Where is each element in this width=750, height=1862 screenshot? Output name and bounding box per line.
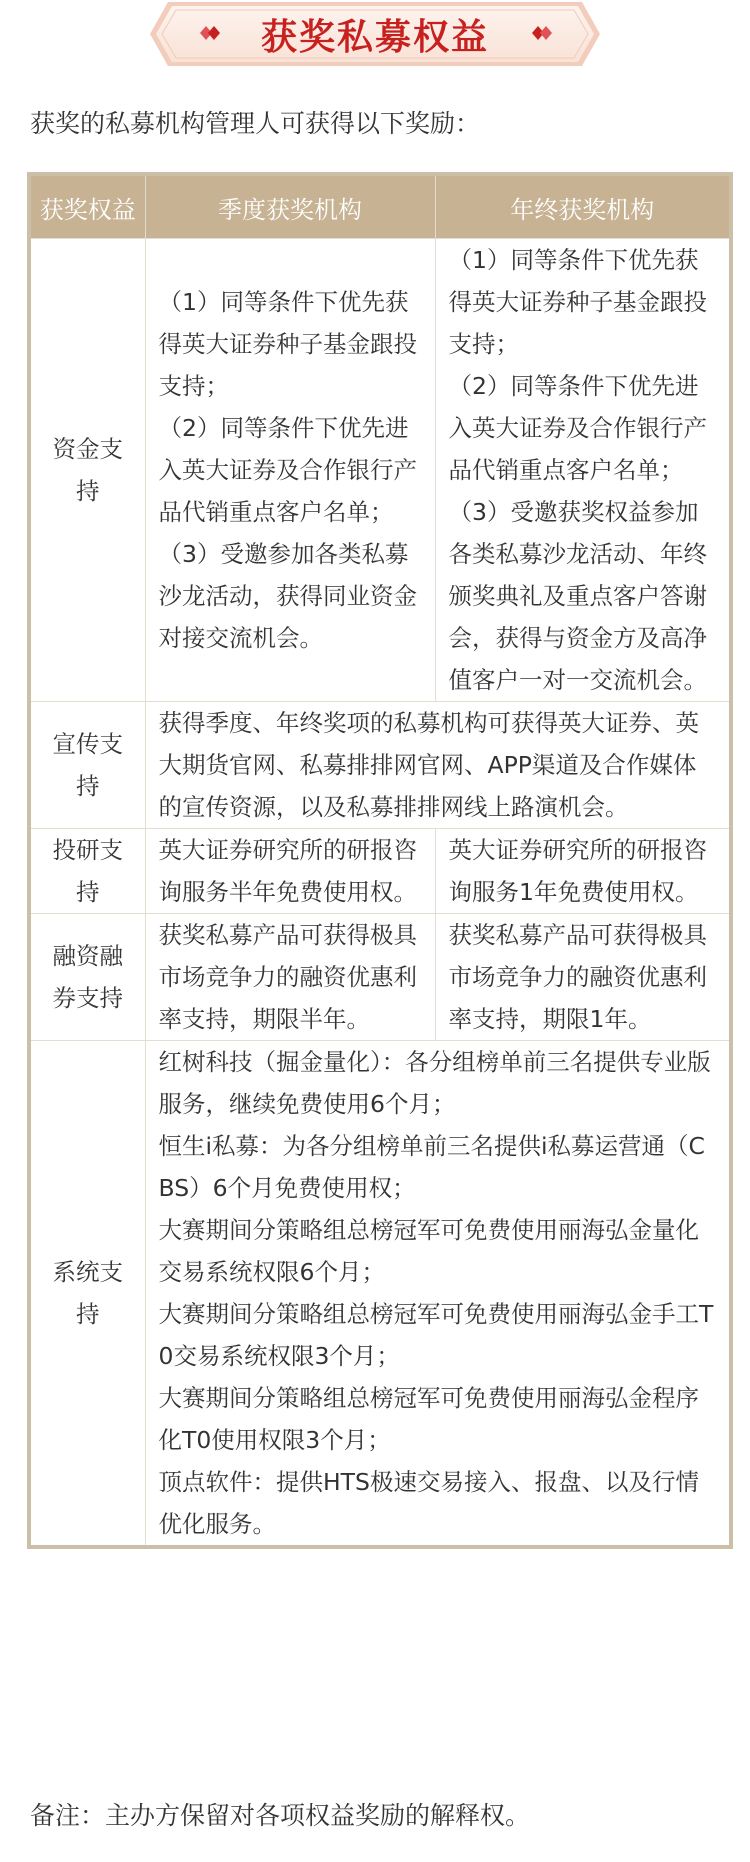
table-header-row xyxy=(29,174,731,239)
list-item: （3）受邀参加各类私募沙龙活动，获得同业资金对接交流机会。 xyxy=(158,540,417,652)
quarterly-cell: 英大证券研究所的研报咨询服务半年免费使用权。 xyxy=(145,829,435,914)
row-system xyxy=(29,1041,731,1548)
merged-cell: 获得季度、年终奖项的私募机构可获得英大证券、英大期货官网、私募排排网官网、APP渠道及合作媒体的宣传资源，以及私募排排网线上路演机会。 xyxy=(145,702,731,829)
list-item: 红树科技（掘金量化）：各分组榜单前三名提供专业版服务，继续免费使用6个月； xyxy=(158,1048,711,1118)
annual-cell: 英大证券研究所的研报咨询服务1年免费使用权。 xyxy=(435,829,731,914)
merged-cell xyxy=(145,1041,731,1548)
row-promotion xyxy=(29,702,731,829)
header-benefit: 获奖权益 xyxy=(29,174,145,239)
row-research xyxy=(29,829,731,914)
annual-cell xyxy=(435,239,731,702)
list-item: 大赛期间分策略组总榜冠军可免费使用丽海弘金程序化T0使用权限3个月； xyxy=(158,1384,699,1454)
quarterly-cell xyxy=(145,239,435,702)
list-item: 顶点软件：提供HTS极速交易接入、报盘、以及行情优化服务。 xyxy=(158,1468,699,1538)
list-item: 恒生i私募：为各分组榜单前三名提供i私募运营通（CBS）6个月免费使用权； xyxy=(158,1132,705,1202)
intro-text: 获奖的私募机构管理人可获得以下奖励： xyxy=(30,109,481,138)
category-cell: 投研支持 xyxy=(29,829,145,914)
annual-cell: 获奖私募产品可获得极具市场竞争力的融资优惠利率支持，期限1年。 xyxy=(435,914,731,1041)
header-quarterly: 季度获奖机构 xyxy=(145,174,435,239)
row-funding xyxy=(29,239,731,702)
diamond-ornament-right-icon xyxy=(526,22,560,44)
category-cell: 融资融券支持 xyxy=(29,914,145,1041)
category-cell: 宣传支持 xyxy=(29,702,145,829)
list-item: （2）同等条件下优先进入英大证券及合作银行产品代销重点客户名单； xyxy=(158,414,417,526)
title-banner xyxy=(0,0,750,70)
list-item: （3）受邀获奖权益参加各类私募沙龙活动、年终颁奖典礼及重点客户答谢会，获得与资金方及高净值客户一对一交流机会。 xyxy=(448,498,707,694)
list-item: （2）同等条件下优先进入英大证券及合作银行产品代销重点客户名单； xyxy=(448,372,707,484)
row-margin xyxy=(29,914,731,1041)
list-item: （1）同等条件下优先获得英大证券种子基金跟投支持； xyxy=(448,246,707,358)
page-title: 获奖私募权益 xyxy=(260,16,489,58)
footnote: 备注：主办方保留对各项权益奖励的解释权。 xyxy=(30,1801,531,1830)
category-cell: 资金支持 xyxy=(29,239,145,702)
list-item: 大赛期间分策略组总榜冠军可免费使用丽海弘金量化交易系统权限6个月； xyxy=(158,1216,699,1286)
header-annual: 年终获奖机构 xyxy=(435,174,731,239)
quarterly-cell: 获奖私募产品可获得极具市场竞争力的融资优惠利率支持，期限半年。 xyxy=(145,914,435,1041)
list-item: 大赛期间分策略组总榜冠军可免费使用丽海弘金手工T0交易系统权限3个月； xyxy=(158,1300,714,1370)
list-item: （1）同等条件下优先获得英大证券种子基金跟投支持； xyxy=(158,288,417,400)
rewards-table xyxy=(27,172,733,1549)
category-cell: 系统支持 xyxy=(29,1041,145,1548)
